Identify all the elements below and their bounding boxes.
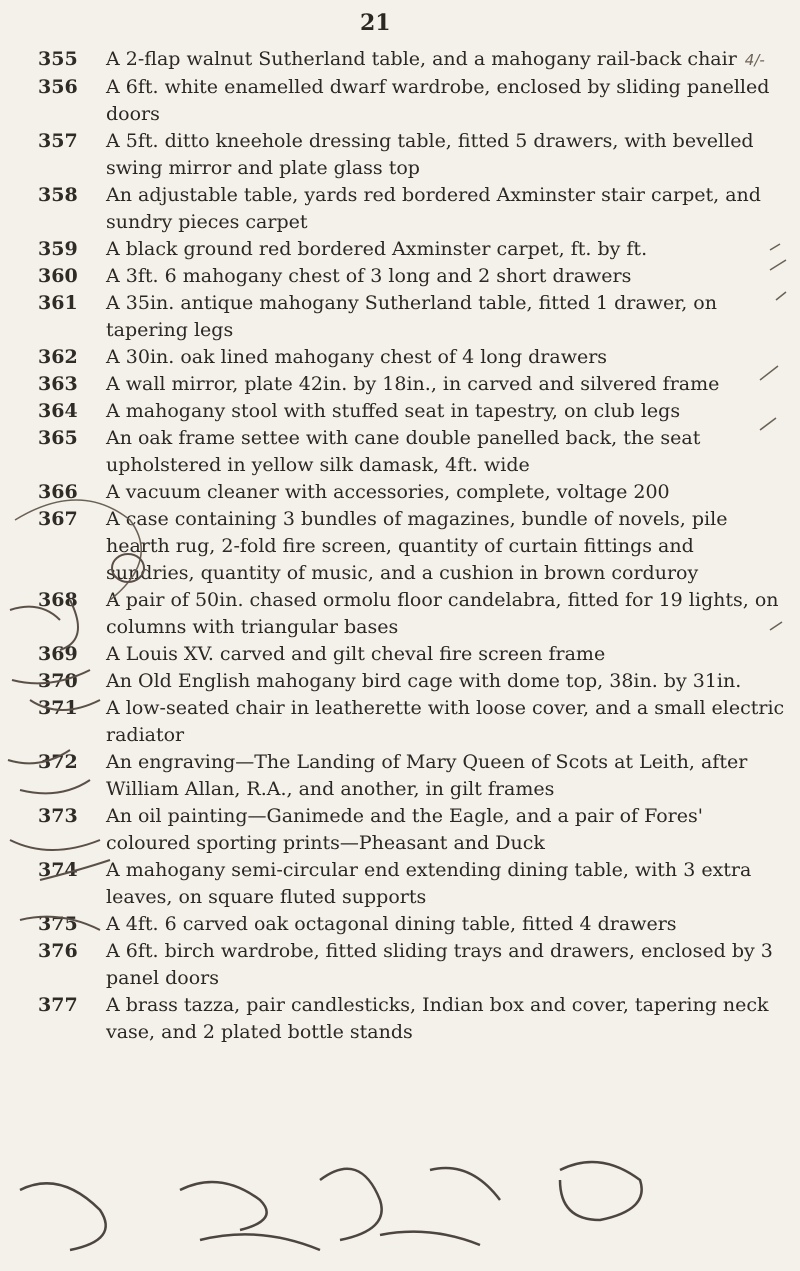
lot-number: 367	[38, 508, 78, 530]
lot-number: 356	[38, 76, 78, 98]
lot-description	[106, 641, 786, 668]
lot-description	[106, 695, 786, 749]
lot-entry	[0, 128, 800, 182]
handwritten-price: 4/-	[744, 51, 765, 69]
lot-number: 376	[38, 940, 78, 962]
lot-entry	[0, 263, 800, 290]
lot-description-text: A wall mirror, plate 42in. by 18in., in carved and silvered frame	[106, 373, 720, 395]
lot-number: 374	[38, 859, 78, 881]
lot-number: 355	[38, 48, 78, 70]
lot-list	[0, 46, 800, 1046]
lot-entry	[0, 587, 800, 641]
lot-description-text: A pair of 50in. chased ormolu floor candelabra, fitted for 19 lights, on columns with triangular bases	[106, 589, 779, 638]
lot-number: 366	[38, 481, 78, 503]
lot-entry	[0, 668, 800, 695]
lot-entry	[0, 371, 800, 398]
lot-description-text: An oak frame settee with cane double panelled back, the seat upholstered in yellow silk damask, 4ft. wide	[106, 427, 701, 476]
lot-description	[106, 587, 786, 641]
lot-description-text: A case containing 3 bundles of magazines, bundle of novels, pile hearth rug, 2-fold fire screen, quantity of curtain fittings and sundries, quantity of music, and a cushion in brown corduroy	[106, 508, 728, 584]
lot-entry	[0, 911, 800, 938]
lot-entry	[0, 506, 800, 587]
lot-description-text: An oil painting—Ganimede and the Eagle, and a pair of Fores' coloured sporting prints—Pheasant and Duck	[106, 805, 703, 854]
lot-description-text: A 35in. antique mahogany Sutherland table, fitted 1 drawer, on tapering legs	[106, 292, 717, 341]
lot-description	[106, 398, 786, 425]
lot-description	[106, 668, 786, 695]
lot-entry	[0, 46, 800, 74]
lot-description	[106, 128, 786, 182]
lot-number: 370	[38, 670, 78, 692]
lot-description	[106, 506, 786, 587]
lot-entry	[0, 236, 800, 263]
lot-entry	[0, 938, 800, 992]
lot-description	[106, 182, 786, 236]
lot-description-text: A low-seated chair in leatherette with loose cover, and a small electric radiator	[106, 697, 785, 746]
lot-entry	[0, 344, 800, 371]
lot-number: 358	[38, 184, 78, 206]
lot-description	[106, 479, 786, 506]
lot-description-text: A mahogany stool with stuffed seat in tapestry, on club legs	[106, 400, 681, 422]
lot-description-text: A 6ft. birch wardrobe, fitted sliding trays and drawers, enclosed by 3 panel doors	[106, 940, 773, 989]
lot-description-text: A 2-flap walnut Sutherland table, and a mahogany rail-back chair	[106, 48, 737, 70]
lot-entry	[0, 695, 800, 749]
lot-description	[106, 371, 786, 398]
lot-number: 364	[38, 400, 78, 422]
lot-number: 375	[38, 913, 78, 935]
lot-description-text: A 30in. oak lined mahogany chest of 4 long drawers	[106, 346, 608, 368]
lot-description-text: A 6ft. white enamelled dwarf wardrobe, enclosed by sliding panelled doors	[106, 76, 770, 125]
lot-entry	[0, 290, 800, 344]
lot-entry	[0, 398, 800, 425]
lot-number: 365	[38, 427, 78, 449]
lot-number: 359	[38, 238, 78, 260]
lot-entry	[0, 479, 800, 506]
lot-number: 357	[38, 130, 78, 152]
lot-description	[106, 911, 786, 938]
lot-number: 361	[38, 292, 78, 314]
lot-number: 368	[38, 589, 78, 611]
lot-entry	[0, 992, 800, 1046]
lot-description-text: A vacuum cleaner with accessories, complete, voltage 200	[106, 481, 670, 503]
lot-number: 369	[38, 643, 78, 665]
lot-entry	[0, 803, 800, 857]
lot-number: 363	[38, 373, 78, 395]
lot-description	[106, 74, 786, 128]
lot-entry	[0, 425, 800, 479]
lot-description	[106, 803, 786, 857]
lot-description	[106, 236, 786, 263]
lot-description-text: A 4ft. 6 carved oak octagonal dining table, fitted 4 drawers	[106, 913, 677, 935]
lot-entry	[0, 182, 800, 236]
lot-description	[106, 290, 786, 344]
lot-entry	[0, 749, 800, 803]
page-number: 21	[360, 10, 391, 36]
lot-entry	[0, 857, 800, 911]
lot-number: 377	[38, 994, 78, 1016]
lot-description	[106, 992, 786, 1046]
lot-number: 360	[38, 265, 78, 287]
lot-number: 371	[38, 697, 78, 719]
lot-description-text: An Old English mahogany bird cage with dome top, 38in. by 31in.	[106, 670, 742, 692]
lot-description-text: A black ground red bordered Axminster carpet, ft. by ft.	[106, 238, 648, 260]
lot-description	[106, 749, 786, 803]
lot-description-text: A 3ft. 6 mahogany chest of 3 long and 2 short drawers	[106, 265, 632, 287]
lot-description-text: A mahogany semi-circular end extending dining table, with 3 extra leaves, on square fluted supports	[106, 859, 752, 908]
lot-description-text: An adjustable table, yards red bordered Axminster stair carpet, and sundry pieces carpet	[106, 184, 761, 233]
lot-number: 362	[38, 346, 78, 368]
lot-description	[106, 46, 786, 74]
lot-description-text: A 5ft. ditto kneehole dressing table, fitted 5 drawers, with bevelled swing mirror and plate glass top	[106, 130, 754, 179]
lot-entry	[0, 641, 800, 668]
lot-description	[106, 344, 786, 371]
lot-description-text: An engraving—The Landing of Mary Queen of Scots at Leith, after William Allan, R.A., and another, in gilt frames	[106, 751, 748, 800]
lot-description-text: A Louis XV. carved and gilt cheval fire screen frame	[106, 643, 606, 665]
lot-description	[106, 263, 786, 290]
lot-entry	[0, 74, 800, 128]
lot-number: 373	[38, 805, 78, 827]
lot-description	[106, 938, 786, 992]
lot-description	[106, 857, 786, 911]
lot-number: 372	[38, 751, 78, 773]
lot-description-text: A brass tazza, pair candlesticks, Indian box and cover, tapering neck vase, and 2 plated bottle stands	[106, 994, 769, 1043]
lot-description	[106, 425, 786, 479]
